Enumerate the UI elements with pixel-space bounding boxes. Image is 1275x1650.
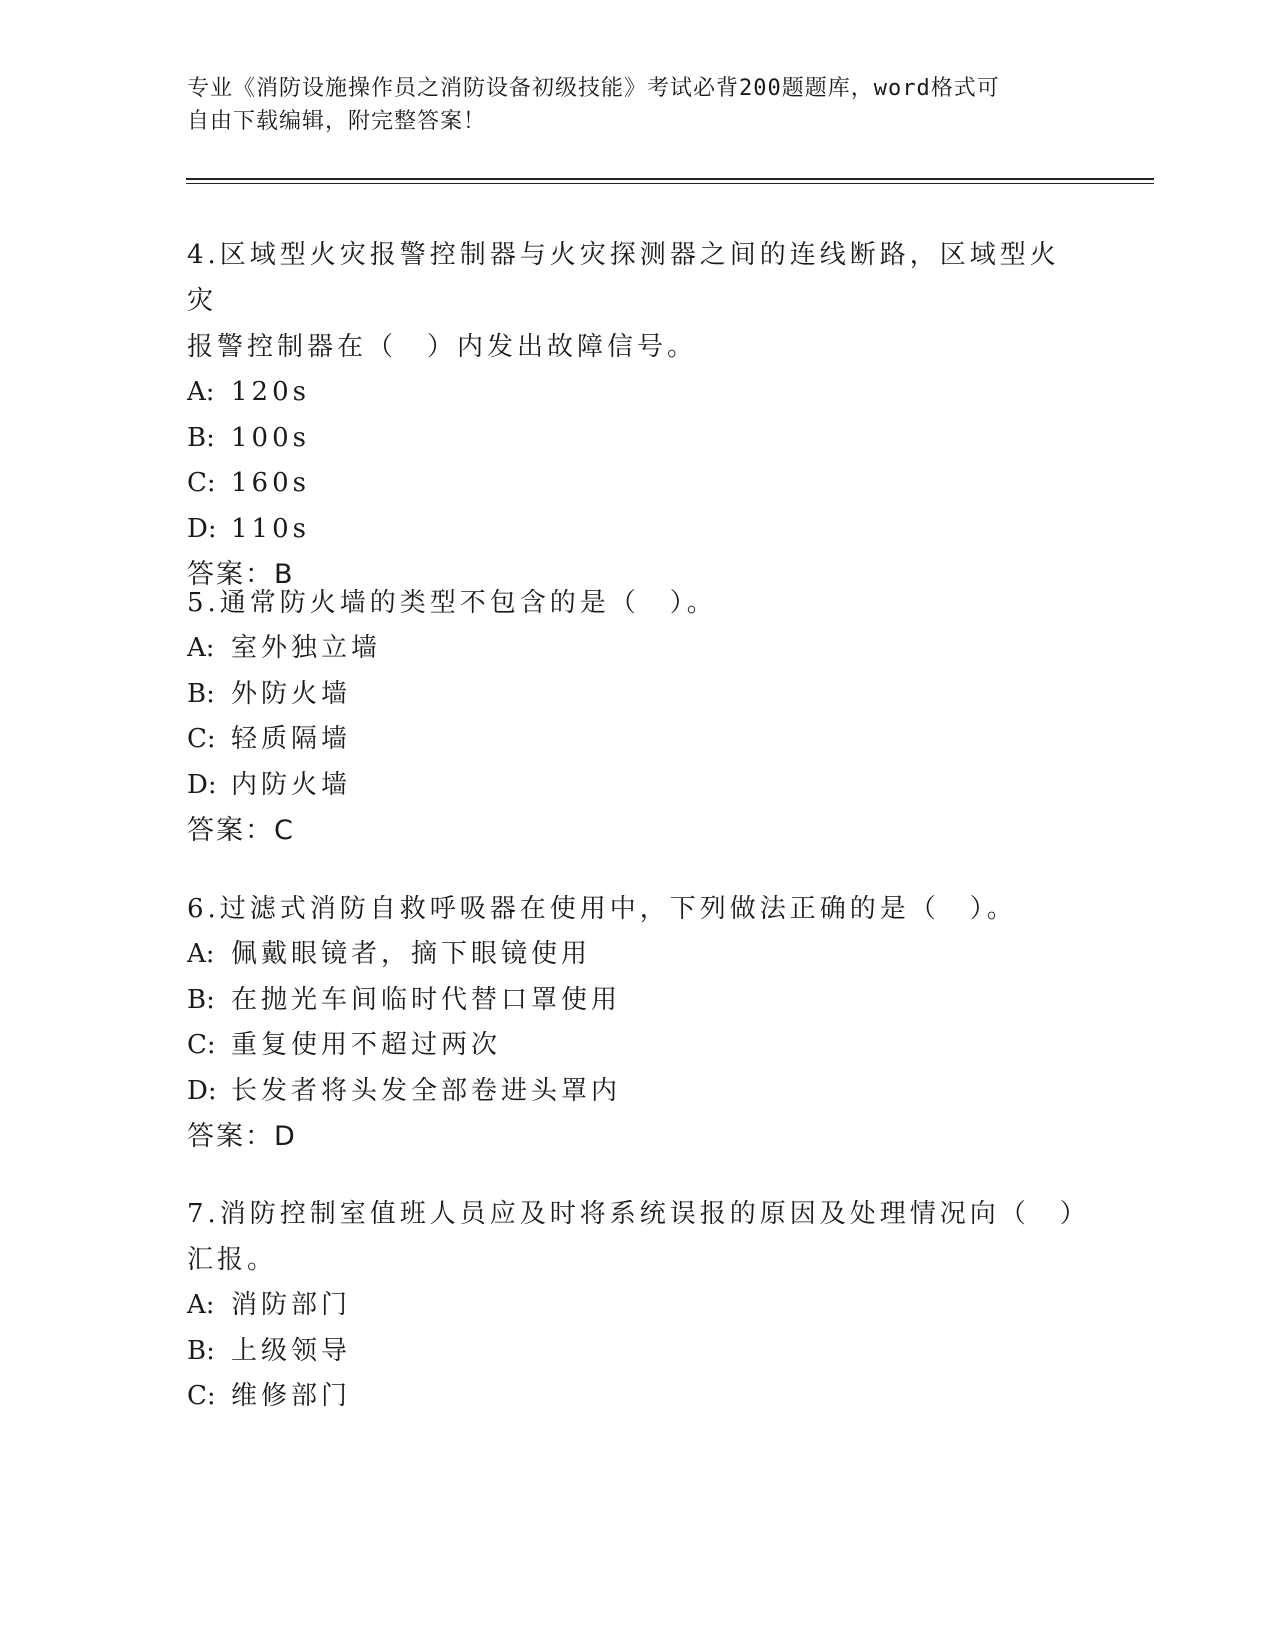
question-6-option-c	[187, 1023, 1087, 1069]
option-letter: D:	[187, 513, 217, 544]
option-letter: D:	[187, 769, 217, 800]
question-5-option-c	[187, 717, 1087, 763]
question-7	[187, 1191, 1090, 1420]
question-6-answer: 答案：D	[187, 1121, 297, 1152]
header-line-2: 自由下载编辑，附完整答案！	[187, 109, 487, 134]
document-header	[187, 72, 1067, 138]
question-4-option-c	[187, 461, 1087, 507]
question-5-text-line-1: 5.通常防火墙的类型不包含的是（ ）。	[187, 588, 717, 618]
question-4-option-a	[187, 370, 1087, 416]
option-text: 外防火墙	[231, 678, 352, 709]
header-line-1: 专业《消防设施操作员之消防设备初级技能》考试必背200题题库，word格式可	[187, 76, 1000, 101]
question-4-text-line-2: 报警控制器在（ ）内发出故障信号。	[187, 332, 698, 362]
question-6-text-line-1: 6.过滤式消防自救呼吸器在使用中，下列做法正确的是（ ）。	[187, 894, 1017, 924]
question-7-text-line-1: 7.消防控制室值班人员应及时将系统误报的原因及处理情况向（ ）	[187, 1199, 1090, 1229]
option-letter: A:	[187, 633, 215, 663]
option-letter: D:	[187, 1075, 217, 1106]
question-5-option-d	[187, 763, 1087, 809]
question-4-answer: 答案：B	[187, 559, 295, 590]
option-text: 室外独立墙	[231, 633, 382, 663]
question-5-answer: 答案：C	[187, 815, 295, 846]
option-text: 110s	[231, 513, 310, 544]
option-text: 100s	[231, 422, 310, 453]
question-7-option-c	[187, 1374, 1087, 1420]
question-7-option-a	[187, 1283, 1087, 1329]
question-5-option-a	[187, 626, 1087, 672]
header-divider-thick	[186, 178, 1154, 180]
option-letter: C:	[187, 1381, 216, 1411]
question-4-text-line-1: 4.区域型火灾报警控制器与火灾探测器之间的连线断路，区域型火灾	[187, 240, 1060, 316]
option-letter: B:	[187, 678, 215, 709]
question-4-option-b	[187, 416, 1087, 462]
option-text: 佩戴眼镜者，摘下眼镜使用	[231, 939, 592, 969]
option-letter: B:	[187, 422, 215, 453]
question-4	[187, 232, 1087, 598]
option-text: 上级领导	[231, 1335, 352, 1366]
question-6	[187, 886, 1087, 1160]
option-text: 160s	[231, 468, 310, 498]
header-divider-thin	[186, 183, 1154, 184]
option-letter: C:	[187, 468, 216, 498]
option-letter: A:	[187, 939, 215, 969]
option-letter: B:	[187, 1335, 215, 1366]
option-text: 内防火墙	[231, 769, 352, 800]
option-text: 重复使用不超过两次	[231, 1030, 502, 1060]
question-6-option-d	[187, 1069, 1087, 1115]
question-6-option-a	[187, 932, 1087, 978]
question-7-text-line-2: 汇报。	[187, 1245, 278, 1275]
option-letter: A:	[187, 1290, 215, 1320]
option-text: 在抛光车间临时代替口罩使用	[231, 984, 622, 1015]
question-6-option-b	[187, 978, 1087, 1024]
question-5-option-b	[187, 672, 1087, 718]
question-5	[187, 580, 1087, 854]
option-letter: A:	[187, 377, 215, 407]
option-text: 维修部门	[231, 1381, 352, 1411]
option-text: 120s	[231, 377, 310, 407]
question-7-option-b	[187, 1329, 1087, 1375]
option-text: 长发者将头发全部卷进头罩内	[231, 1075, 622, 1106]
question-4-option-d	[187, 507, 1087, 553]
option-letter: C:	[187, 1030, 216, 1060]
option-letter: B:	[187, 984, 215, 1015]
option-text: 消防部门	[231, 1290, 352, 1320]
option-letter: C:	[187, 724, 216, 754]
option-text: 轻质隔墙	[231, 724, 352, 754]
